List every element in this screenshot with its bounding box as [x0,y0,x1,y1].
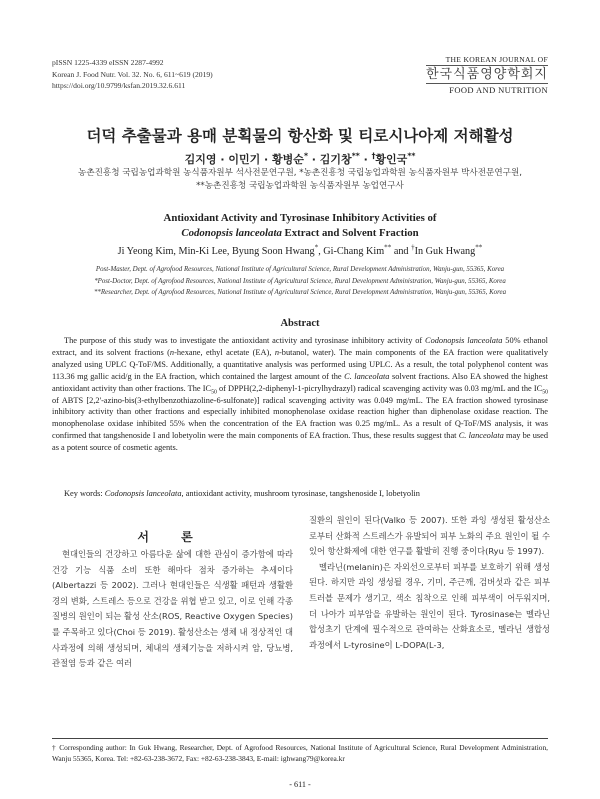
paragraph: 질환의 원인이 된다(Valko 등 2007). 또한 과잉 생성된 활성산소로부터 산화적 스트레스가 유발되어 피부 노화의 주요 원인이 될 수 있어 항산화제에 대한 연구를 활발히 진행 중이다(Ryu 등 1997). [309,515,550,557]
paragraph: 현대인들의 건강하고 아름다운 삶에 대한 관심이 증가함에 따라 건강 기능 식품 소비 또한 해마다 점차 증가하는 추세이다(Albertazzi 등 2002). 그러나 현대인들은 식생활 패턴과 생활환경의 변화, 스트레스 등으로 건강을 위협 받고 있고, 이로 인해 각종 질병의 원인이 되는 활성 산소(ROS, Reactive Oxygen Species)를 주목하고 있다(Choi 등 2019). 활성산소는 생체 내 정상적인 대사과정에 의해 생성되며, 체내의 생체기능을 저하시켜 암, 당뇨병, 관절염 등과 같은 여러 [52,549,293,669]
corresponding-mark: † [411,243,415,252]
title-line [0,226,600,241]
author-mark: * [303,151,308,161]
journal-name-en-top: THE KOREAN JOURNAL OF [426,55,548,66]
keywords [64,489,548,498]
species-name: Codonopsis lanceolata [181,227,282,239]
author-names: · 김기창 [307,153,352,166]
author-mark: * [314,243,319,252]
abstract-text: solvent fractions. Also EA showed the highest antioxidant activity than other fractions. The IC [52,371,548,393]
author-separator: and [391,246,412,257]
abstract-text: may be used as a potent source of cosmetic agents. [52,431,548,453]
journal-logo [426,55,548,95]
affiliations-korean [0,167,600,192]
abstract-body [52,335,548,454]
affiliation-line: *Post-Doctor, Dept. of Agrofood Resources, National Institute of Agricultural Science, Rural Development Administration, Wanju-gun, 55365, Korea [94,277,506,285]
affiliation-line: Post-Master, Dept. of Agrofood Resources, National Institute of Agricultural Science, Rural Development Administration, Wanju-gun, 55365, Korea [95,266,505,273]
author-mark: ** [351,151,360,161]
keywords-label: Key words: [64,489,105,498]
title-english [0,211,600,241]
keywords-list: , antioxidant activity, mushroom tyrosinase, tangshenoside I, lobetyolin [181,489,420,498]
author-separator: · [359,153,372,166]
authors-english [0,243,600,257]
abstract-subscript: 50 [542,389,549,396]
author-names: Ji Yeong Kim, Min-Ki Lee, Byung Soon Hwang [117,246,315,257]
citation: Korean J. Food Nutr. Vol. 32. No. 6, 611~619 (2019) [52,69,213,79]
abstract-text: The purpose of this study was to investigate the antioxidant activity and tyrosinase inhibitory activity of [64,336,425,345]
abstract-text: 50% ethanol extract, and its solvent fractions ( [52,336,548,357]
corresponding-author-footnote: † Corresponding author: In Guk Hwang, Researcher, Dept. of Agrofood Resources, National Institute of Agricultural Science, Rural Development Administration, Wanju 55365, Korea. Tel: +82-63-238-3672, Fax: +82-63-238-3843, E-mail: ighwang79@korea.kr [52,743,548,763]
abstract-text: of ABTS [2,2'-azino-bis(3-ethylbenzothiazoline-6-sulfonate)] radical scavenging activity was 0.049 mg/mL. The EA fraction showed tyrosinase inhibitory activity than other fractions and especially inhibited monophenolase oxidase reaction higher than diphenolase oxidase reaction. The monophenolase oxidase inhibited 55% when the concentration of the EA fraction was 0.25 mg/mL. As a result of Q-ToF/MS analysis, it was confirmed that tangshenoside I and lobetyolin were the main components of EA fraction. Thus, these results suggest that [52,395,548,441]
abstract-italic: C. lanceolata [458,431,504,441]
abstract-heading: Abstract [280,318,320,329]
body-column-right [309,513,550,653]
author-mark: ** [384,243,392,252]
section-heading-introduction: 서 론 [137,530,207,544]
abstract-text: of DPPH(2,2-diphenyl-1-picrylhydrazyl) radical scavenging activity was 0.03 mg/mL and the IC [216,383,543,393]
author-mark: ** [407,151,416,161]
affiliation-line: 농촌진흥청 국립농업과학원 농식품자원부 석사전문연구원, *농촌진흥청 국립농업과학원 농식품자원부 박사전문연구원, [78,168,522,178]
title-line: Antioxidant Activity and Tyrosinase Inhibitory Activities of [163,212,437,224]
affiliation-line: **농촌진흥청 국립농업과학원 농식품자원부 농업연구사 [196,180,404,191]
abstract-italic: Codonopsis lanceolata [425,336,503,345]
abstract-subscript: 50 [211,389,217,396]
abstract-italic: n [274,347,280,357]
footnote-divider [52,738,548,739]
page-number: - 611 - [289,780,311,789]
paragraph: 멜라닌(melanin)은 자외선으로부터 피부를 보호하기 위해 생성된다. 하지만 과잉 생성될 경우, 기미, 주근깨, 검버섯과 같은 피부 트러블 문제가 생기고, 색소 침착으로 인해 피부색이 어두워지며, 더 나아가 피부암을 유발하는 원인이 된다. Tyrosinase는 멜라닌 합성초기 단계에 필수적으로 관여하는 산화효소로, 멜라닌 생합성 과정에서 L-tyrosine이 L-DOPA(L-3, [309,561,550,650]
abstract-text: -butanol, water). The main components of the EA fraction were qualitatively analyzed using UPLC Q-ToF/MS. Additionally, a quantitative analysis was performed using UPLC. As a result, the total polyphenol content was 113.36 mg gallic acid/g in the EA fraction, which contained the largest amount of the [52,347,548,381]
journal-name-ko: 한국식품영양학회지 [425,67,548,82]
body-column-left [52,547,293,672]
author-names: , Gi-Chang Kim [318,246,385,257]
affiliations-english [0,264,600,299]
title-line-rest: Extract and Solvent Fraction [281,227,419,239]
title-korean: 더덕 추출물과 용매 분획물의 항산화 및 티로시나아제 저해활성 [86,127,514,145]
abstract-text: -hexane, ethyl acetate (EA), [174,347,275,357]
author-names: 황인국 [375,153,408,166]
abstract-italic: n [169,347,175,357]
issn: pISSN 1225-4339 eISSN 2287-4992 [52,58,164,67]
author-names: In Guk Hwang [414,246,476,257]
corresponding-mark: † [371,151,376,161]
author-names: 김지영 · 이민기 · 황병순 [184,153,304,166]
journal-name-en-bottom: FOOD AND NUTRITION [426,83,548,95]
affiliation-line: **Researcher, Dept. of Agrofood Resources, National Institute of Agricultural Science, Rural Development Administration, Wanju-gun, 55365, Korea [93,289,507,296]
author-mark: ** [475,243,483,252]
authors-korean [0,151,600,167]
publication-info [52,57,213,92]
abstract-italic: C. lanceolata [344,371,390,381]
keyword-italic: Codonopsis lanceolata [104,489,182,498]
doi-link[interactable]: https://doi.org/10.9799/ksfan.2019.32.6.611 [52,81,186,90]
